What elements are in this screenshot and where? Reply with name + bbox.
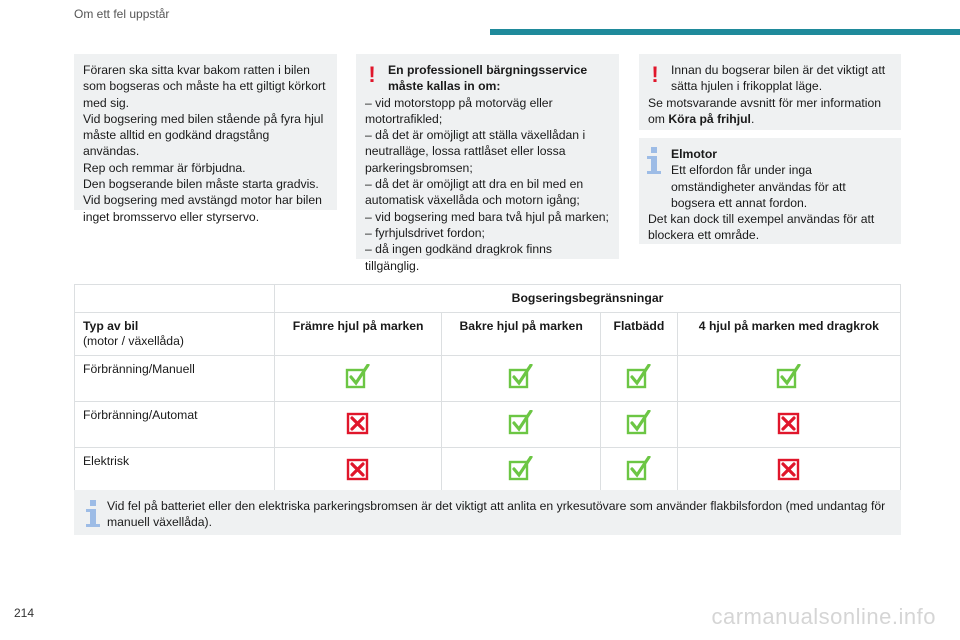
warning-item: – fyrhjulsdrivet fordon; (365, 225, 485, 240)
box1-line: Vid bogsering med bilen stående på fyra hjul måste alltid en godkänd dragstång användas. (83, 111, 324, 159)
warning-item: – då det är omöjligt att dra en bil med en automatisk växellåda och motorn igång; (365, 177, 584, 208)
table-group-header: Bogseringsbegränsningar (275, 285, 901, 313)
info-heading: Elmotor (671, 147, 718, 161)
table-cell (601, 402, 678, 448)
warning-exclamation-icon: ! (368, 62, 376, 87)
info-icon (86, 499, 100, 527)
info-text: Det kan dock till exempel användas för att blockera ett område. (648, 212, 875, 243)
cross-icon (345, 410, 371, 436)
warning-item: – vid bogsering med bara två hjul på marken; (365, 209, 609, 224)
table-cell (442, 448, 601, 494)
info-icon (647, 146, 661, 174)
checkmark-icon (776, 364, 802, 390)
warning-item: – vid motorstopp på motorväg eller motortrafikled; (365, 95, 553, 126)
box1-line: Den bogserande bilen måste starta gradvis. (83, 177, 319, 192)
towing-limits-table (74, 284, 901, 494)
table-row-label: Förbränning/Automat (75, 402, 275, 448)
warning-heading: En professionell bärgningsservice måste kallas in om: (388, 63, 588, 94)
info-intro: Ett elfordon får under inga omständigheter användas för att bogsera ett annat fordon. (671, 163, 846, 210)
box1-line: Rep och remmar är förbjudna. (83, 160, 246, 175)
table-cell (677, 448, 900, 494)
checkmark-icon (626, 456, 652, 482)
table-row-label: Elektrisk (75, 448, 275, 494)
checkmark-icon (626, 364, 652, 390)
table-type-header: Typ av bil (motor / växellåda) (75, 313, 275, 356)
checkmark-icon (508, 410, 534, 436)
table-column-header: Flatbädd (601, 313, 678, 356)
electric-motor-info-box (639, 138, 901, 244)
cross-icon (776, 410, 802, 436)
page-header-title: Om ett fel uppstår (74, 7, 170, 21)
freewheel-intro: Innan du bogserar bilen är det viktigt att sätta hjulen i frikopplat läge. (671, 63, 886, 94)
table-cell (442, 356, 601, 402)
header-accent-bar (490, 29, 960, 35)
checkmark-icon (508, 456, 534, 482)
table-cell (442, 402, 601, 448)
warning-item: – då det är omöjligt att ställa växellådan i neutralläge, lossa rattlåset eller lossa parkeringsbromsen; (365, 128, 586, 175)
table-cell (275, 448, 442, 494)
freewheel-reference: Se motsvarande avsnitt för mer information om Köra på frihjul. (648, 95, 882, 126)
page-number: 214 (14, 606, 35, 620)
table-column-header: Främre hjul på marken (275, 313, 442, 356)
table-cell (275, 402, 442, 448)
box1-line: Vid bogsering med avstängd motor har bilen inget bromsservo eller styrservo. (83, 193, 322, 224)
table-cell (677, 402, 900, 448)
table-row (75, 448, 901, 494)
cross-icon (345, 456, 371, 482)
checkmark-icon (345, 364, 371, 390)
table-row (75, 402, 901, 448)
professional-service-warning-box (356, 54, 619, 273)
table-cell (601, 448, 678, 494)
towing-rules-box (74, 54, 337, 224)
cross-icon (776, 456, 802, 482)
table-row (75, 356, 901, 402)
battery-fault-info-box (74, 490, 901, 535)
table-cell (677, 356, 900, 402)
table-row-label: Förbränning/Manuell (75, 356, 275, 402)
warning-item: – då ingen godkänd dragkrok finns tillgänglig. (365, 242, 553, 273)
table-column-header: 4 hjul på marken med dragkrok (677, 313, 900, 356)
table-cell (601, 356, 678, 402)
watermark: carmanualsonline.info (711, 604, 936, 629)
table-column-header: Bakre hjul på marken (442, 313, 601, 356)
checkmark-icon (626, 410, 652, 436)
table-cell (275, 356, 442, 402)
warning-exclamation-icon: ! (651, 62, 659, 87)
battery-fault-text: Vid fel på batteriet eller den elektriska parkeringsbromsen är det viktigt att anlita en yrkesutövare som använder flakbilsfordon (med undantag för manuell växellåda). (107, 499, 886, 530)
box1-line: Föraren ska sitta kvar bakom ratten i bilen som bogseras och måste ha ett giltigt körkort med sig. (83, 63, 326, 110)
table-empty-corner (75, 285, 275, 313)
freewheel-link-text: Köra på frihjul (668, 111, 751, 126)
freewheel-warning-box (639, 54, 901, 130)
checkmark-icon (508, 364, 534, 390)
